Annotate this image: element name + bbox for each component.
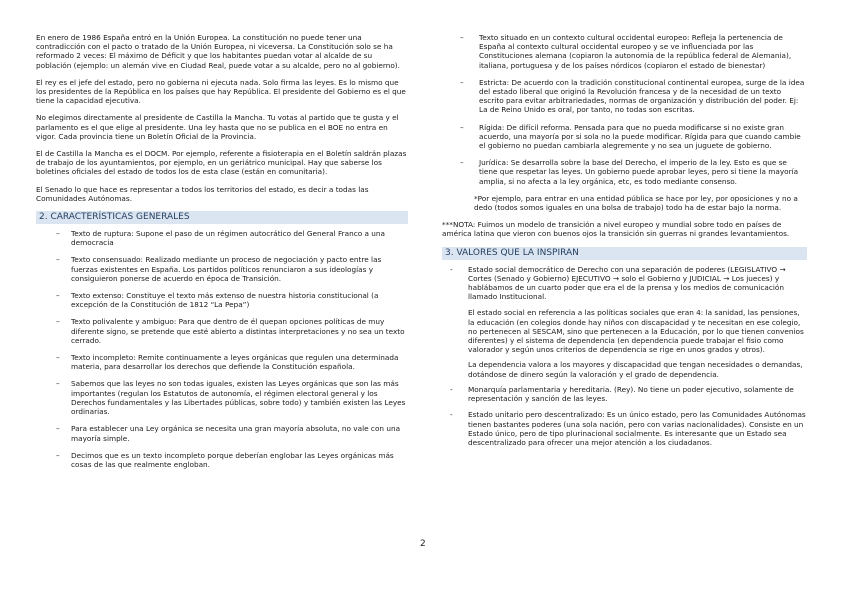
intro-paragraph-2: El rey es el jefe del estado, pero no gobierna ni ejecuta nada. Solo firma las leyes. Es lo mismo que los presidentes de la República en los países que hay República. El presidente del Gobierno es el que tiene la capacidad ejecutiva. <box>36 77 406 106</box>
social-state-paragraph: El estado social en referencia a las políticas sociales que eran 4: la sanidad, las pensiones, la educación (en colegios donde hay niños con discapacidad y te necesitan en ese colegio, no pertenecen al SESCAM, sino que pertenecen a la Educación, por lo que tienen convenios diferentes) y el sistema de dependencia (en dependencia puede trabajar el fisio como valorador y según unos criterios de dependencia se rige en unos grados y otros). <box>468 308 804 355</box>
dash-marker: – <box>56 317 60 327</box>
dash-marker: – <box>56 353 60 363</box>
list-item: – Rígida: De difícil reforma. Pensada para que no pueda modificarse si no existe gran acuerdo, una mayoría por si sola no la puede modificar. Rígida para que cuando cambie el gobierno no puedan cambiarla alegremente y no sea un juguete de gobierno. <box>460 122 801 151</box>
list-item: – Decimos que es un texto incompleto porque deberían englobar las Leyes orgánicas más cosas de las que realmente engloban. <box>56 450 394 469</box>
dash-marker: – <box>56 291 60 301</box>
intro-paragraph-1: En enero de 1986 España entró en la Unión Europea. La constitución no puede tener una contradicción con el pacto o tratado de la Unión Europea, ni viceversa. La Constitución solo se ha reformado 2 veces: El máximo de Déficit y que los habitantes puedan votar al alcalde de su población (ejemplo: un alemán vive en Ciudad Real, puede votar a su alcalde, pero no al gobierno). <box>36 33 400 70</box>
list-item: – Texto incompleto: Remite continuamente a leyes orgánicas que regulen una determinada materia, para desarrollar los derechos que defiende la Constitución española. <box>56 353 399 372</box>
intro-paragraph-3: No elegimos directamente al presidente de Castilla la Mancha. Tu votas al partido que te gusta y el parlamento es el que elige al presidente. Una ley hasta que no se publica en el BOE no entra en vigor. Cada provincia tiene un Boletín Oficial de la Provincia. <box>36 113 399 141</box>
list-item: – Texto situado en un contexto cultural occidental europeo: Refleja la pertenencia de España al contexto cultural occidental europeo y se ve influenciada por las Constituciones alemana (copiaron la autonomía de la república federal de Alemania), italiana, portuguesa y de los países nórdicos (copiaron el estado de bienestar) <box>460 33 792 70</box>
list-item: – Texto de ruptura: Supone el paso de un régimen autocrático del General Franco a una democracia <box>56 229 386 248</box>
list-item: – Texto polivalente y ambiguo: Para que dentro de él quepan opciones políticas de muy diferente signo, se pretende que esté abierto a distintas interpretaciones y no sea un texto cerrado. <box>56 317 405 345</box>
page-number: 2 <box>420 539 426 549</box>
dash-marker: – <box>460 122 464 132</box>
list-item: – Jurídica: Se desarrolla sobre la base del Derecho, el imperio de la ley. Esto es que se tiene que respetar las leyes. Un gobierno puede aprobar leyes, pero si tiene la mayoría amplia, si no afecta a la ley orgánica, etc, es todo mediante consenso. <box>460 158 799 186</box>
list-item: - Estado social democrático de Derecho con una separación de poderes (LEGISLATIVO → Cortes (Senado y Gobierno) EJECUTIVO → solo el Gobierno y JUDICIAL → Los jueces) y hablábamos de un cuarto poder que era el de la prensa y los medios de comunicación llamado Institucional. <box>450 264 786 302</box>
intro-paragraph-4: El de Castilla la Mancha es el DOCM. Por ejemplo, referente a fisioterapia en el Boletín saldrán plazas de trabajo de los ayuntamientos, por ejemplo, en un geriátrico municipal. Hay que saberse los boletines oficiales del estado de todos los de esta clase (están en comunitaria). <box>36 149 407 177</box>
right-column <box>442 33 807 454</box>
list-item: – Estricta: De acuerdo con la tradición constitucional continental europea, surge de la idea del estado liberal que originó la Revolución francesa y de la necesidad de un texto escrito para evitar arbitrariedades, normas de organización y distribución del poder. Ej: La de Reino Unido es oral, por tanto, no todas son escritas. <box>460 77 805 115</box>
bullet-marker: - <box>450 264 453 274</box>
transition-note: ***NOTA: Fuimos un modelo de transición a nivel europeo y mundial sobre todo en países de américa latina que vieron con buenos ojos la transición sin guerras ni grandes levantamientos. <box>442 220 790 239</box>
example-note: *Por ejemplo, para entrar en una entidad pública se hace por ley, por oposiciones y no a dedo (todos somos iguales en una bolsa de trabajo) todo ha de estar bajo la norma. <box>474 193 798 213</box>
dash-marker: – <box>56 379 60 389</box>
valores-list-continued <box>442 385 807 447</box>
dash-marker: – <box>56 424 60 434</box>
list-item: – Texto consensuado: Realizado mediante un proceso de negociación y pacto entre las fuerzas existentes en España. Los partidos políticos renunciaron a sus ideologías y consiguieron ponerse de acuerdo en época de Transición. <box>56 255 382 283</box>
dash-marker: – <box>460 158 464 168</box>
list-item: – Para establecer una Ley orgánica se necesita una gran mayoría absoluta, no vale con una mayoría simple. <box>56 424 401 443</box>
list-item: - Monarquía parlamentaria y hereditaria. (Rey). No tiene un poder ejecutivo, solamente de representación y sanción de las leyes. <box>450 384 794 404</box>
bullet-marker: - <box>450 410 453 420</box>
list-item: - Estado unitario pero descentralizado: Es un único estado, pero las Comunidades Autónomas tienen bastantes poderes (una sola nación, pero con varias nacionalidades). Consiste en un Estado único, pero de tipo plurinacional socialmente. Es interesante que un Estado sea descentralizado para ofrecer una mejor atención a los ciudadanos. <box>450 410 806 447</box>
list-item: – Sabemos que las leyes no son todas iguales, existen las Leyes orgánicas que son las más importantes (regulan los Estatutos de autonomía, el régimen electoral general y los Derechos fundamentales y las Libertades públicas, sobre todo) y también existen las Leyes ordinarias. <box>56 379 406 417</box>
dash-marker: – <box>56 450 60 460</box>
caracteristicas-list <box>36 229 408 469</box>
dash-marker: – <box>56 255 60 265</box>
intro-paragraph-5: El Senado lo que hace es representar a todos los territorios del estado, es decir a todas las Comunidades Autónomas. <box>36 184 369 203</box>
dash-marker: – <box>460 33 464 42</box>
valores-list <box>442 265 807 302</box>
list-item: – Texto extenso: Constituye el texto más extenso de nuestra historia constitucional (a excepción de la Constitución de 1812 “La Pepa”) <box>56 291 379 310</box>
dash-marker: – <box>460 77 464 87</box>
dependency-paragraph: La dependencia valora a los mayores y discapacidad que tengan necesidades o demandas, dotándose de dinero según la valoración y el grado de dependencia. <box>468 360 803 379</box>
section-heading-caracteristicas: 2. CARACTERÍSTICAS GENERALES <box>36 211 408 224</box>
section-heading-valores: 3. VALORES QUE LA INSPIRAN <box>442 247 807 260</box>
bullet-marker: - <box>450 384 453 394</box>
dash-marker: – <box>56 229 60 239</box>
left-column <box>36 33 408 477</box>
characteristics-continued-list <box>442 33 807 186</box>
